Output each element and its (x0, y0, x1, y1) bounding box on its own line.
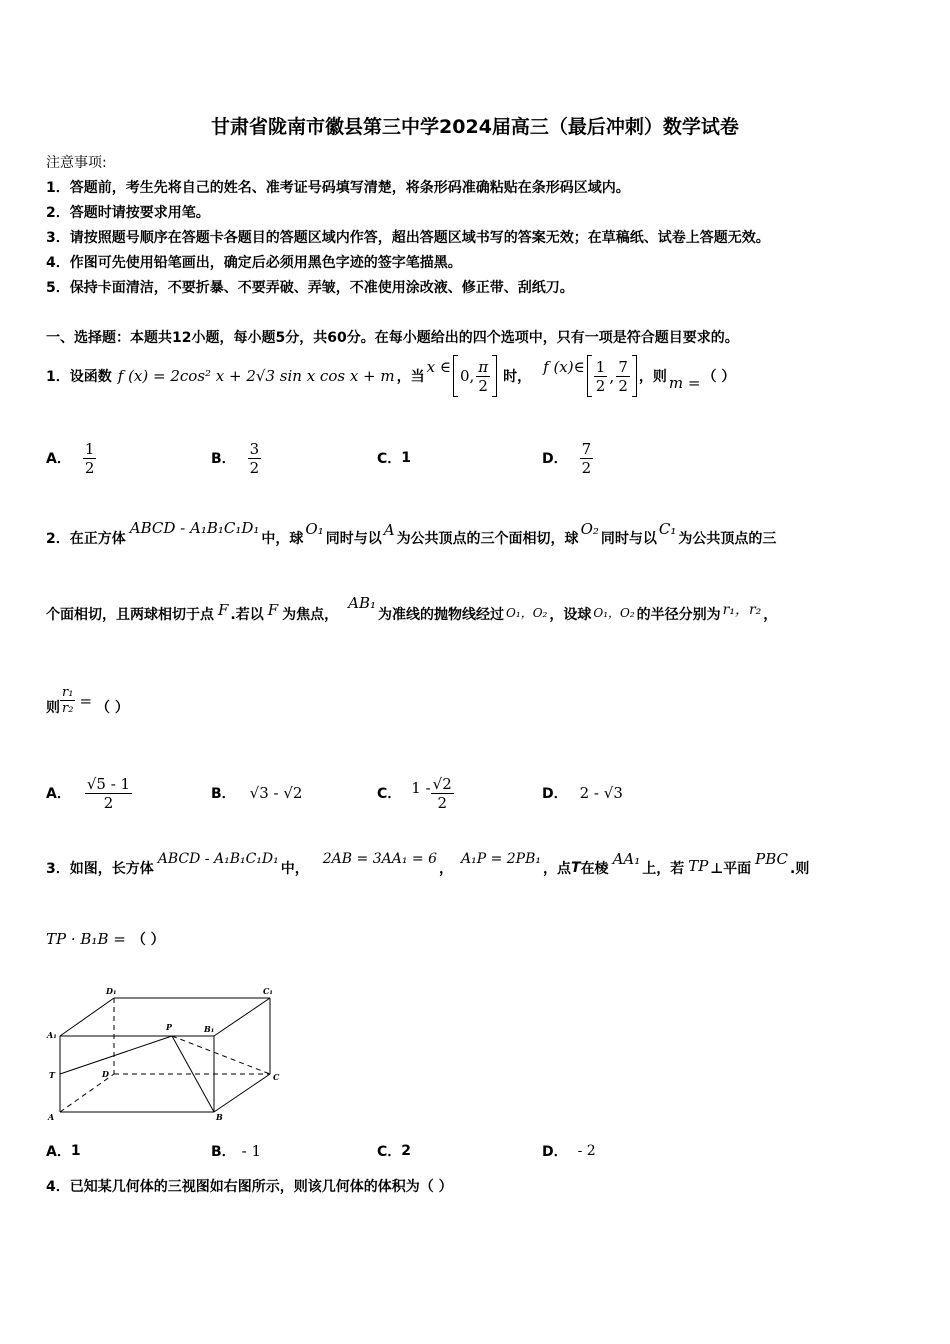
q1-then: ，则 (638, 369, 667, 385)
q1-m-eq: m = (668, 374, 701, 392)
section-heading: 一、选择题：本题共12小题，每小题5分，共60分。在每小题给出的四个选项中，只有一项是符合题目要求的。 (46, 330, 739, 346)
fig-label-C: C (273, 1072, 280, 1082)
page-title: 甘肃省陇南市徽县第三中学2024届高三（最后冲刺）数学试卷 (211, 116, 739, 138)
question-2-line-3: 则 $\frac{\text{r₁}}{\text{r₂}}$ = （ ） (46, 684, 129, 716)
q2-option-d[interactable]: D． 2 - √3 (542, 784, 623, 802)
notice-item-3: 3．请按照题号顺序在答题卡各题目的答题区域内作答，超出答题区域书写的答案无效；在草稿纸、试卷上答题无效。 (46, 230, 770, 246)
q1-interval1-b: $\frac{\pi}{2}$ (478, 357, 489, 395)
q3-cuboid-figure (44, 984, 294, 1124)
q1-option-b[interactable]: B． $\frac{3}{2}$ (211, 439, 260, 477)
notice-item-5: 5．保持卡面清洁，不要折暴、不要弄破、弄皱，不准使用涂改液、修正带、刮纸刀。 (46, 280, 574, 296)
notice-item-2: 2．答题时请按要求用笔。 (46, 205, 210, 221)
q3-vector-expr: TP · B₁B = (46, 930, 126, 948)
q2-cube: ABCD - A₁B₁C₁D₁ (129, 519, 260, 537)
q1-option-d[interactable]: D． $\frac{7}{2}$ (542, 439, 592, 477)
question-4: 4．已知某几何体的三视图如右图所示，则该几何体的体积为（ ） (46, 1179, 453, 1195)
fig-label-D: D (102, 1069, 109, 1079)
q1-interval1-left (453, 355, 458, 397)
fig-label-A: A (48, 1112, 55, 1122)
fig-label-C1: C₁ (263, 986, 273, 996)
q3-option-b[interactable]: B． - 1 (211, 1142, 262, 1160)
q1-interval1-right (492, 355, 497, 397)
q1-number: 1．设函数 (46, 369, 112, 385)
fig-label-B: B (216, 1112, 223, 1122)
q3-option-d[interactable]: D． - 2 (542, 1143, 596, 1160)
question-1: 1．设函数 f (x) = 2cos² x + 2√3 sin x cos x + m ，当 x ∈ 0, $\frac{\pi}{2}$ 时， f (x)∈ $\frac{1}{2}$ , $\frac{7}{2}$ ，则 m = （ ） (46, 348, 735, 404)
q1-interval2-a: $\frac{1}{2}$ (595, 357, 606, 395)
q2-option-a[interactable]: A． $\frac{√5 - 1}{2}$ (46, 774, 131, 812)
fig-label-P: P (166, 1022, 173, 1032)
q1-function: f (x) = 2cos² x + 2√3 sin x cos x + m (117, 367, 395, 385)
q1-interval1-a: 0, (459, 367, 475, 385)
q1-option-c[interactable]: C． 1 (377, 450, 412, 467)
q1-domain-x: x ∈ (426, 358, 451, 376)
question-3-line-1: 3．如图，长方体 ABCD - A₁B₁C₁D₁ 中， 2AB = 3AA₁ = 6 ， A₁P = 2PB₁ ，点 T 在棱 AA₁ 上，若 TP ⊥平面 PBC .则 (46, 850, 810, 877)
fig-label-A1: A₁ (47, 1030, 57, 1040)
q1-interval2-right (632, 355, 637, 397)
fig-label-B1: B₁ (204, 1024, 215, 1034)
notice-heading: 注意事项: (46, 155, 107, 171)
question-2-line-1: 2．在正方体 ABCD - A₁B₁C₁D₁ 中，球 O₁ 同时与以 A 为公共顶点的三个面相切，球 O₂ 同时与以 C₁ 为公共顶点的三 (46, 519, 777, 547)
q1-interval2-b: $\frac{7}{2}$ (618, 357, 628, 395)
fig-label-D1: D₁ (106, 986, 117, 996)
notice-item-4: 4．作图可先使用铅笔画出，确定后必须用黑色字迹的签字笔描黑。 (46, 255, 462, 271)
q2-option-b[interactable]: B． √3 - √2 (211, 784, 303, 802)
question-2-line-2: 个面相切，且两球相切于点 F .若以 F 为焦点， AB₁ 为准线的抛物线经过 O₁，O₂ ，设球 O₁，O₂ 的半径分别为 r₁，r₂ ， (46, 594, 778, 623)
fig-label-T: T (49, 1070, 55, 1080)
q1-paren: （ ） (702, 369, 736, 385)
notice-item-1: 1．答题前，考生先将自己的姓名、准考证号码填写清楚，将条形码准确粘贴在条形码区域内。 (46, 180, 630, 196)
question-3-line-2: TP · B₁B = （ ） (46, 930, 165, 948)
q1-interval2-left (587, 355, 592, 397)
q3-option-c[interactable]: C． 2 (377, 1143, 412, 1160)
q1-shi: 时， (503, 369, 532, 385)
q1-when: ，当 (396, 369, 425, 385)
q2-option-c[interactable]: C． 1 - $\frac{√2}{2}$ (377, 774, 452, 812)
q3-option-a[interactable]: A． 1 (46, 1143, 81, 1160)
q1-option-a[interactable]: A． $\frac{1}{2}$ (46, 439, 95, 477)
q1-fx-in: f (x)∈ (543, 358, 585, 376)
